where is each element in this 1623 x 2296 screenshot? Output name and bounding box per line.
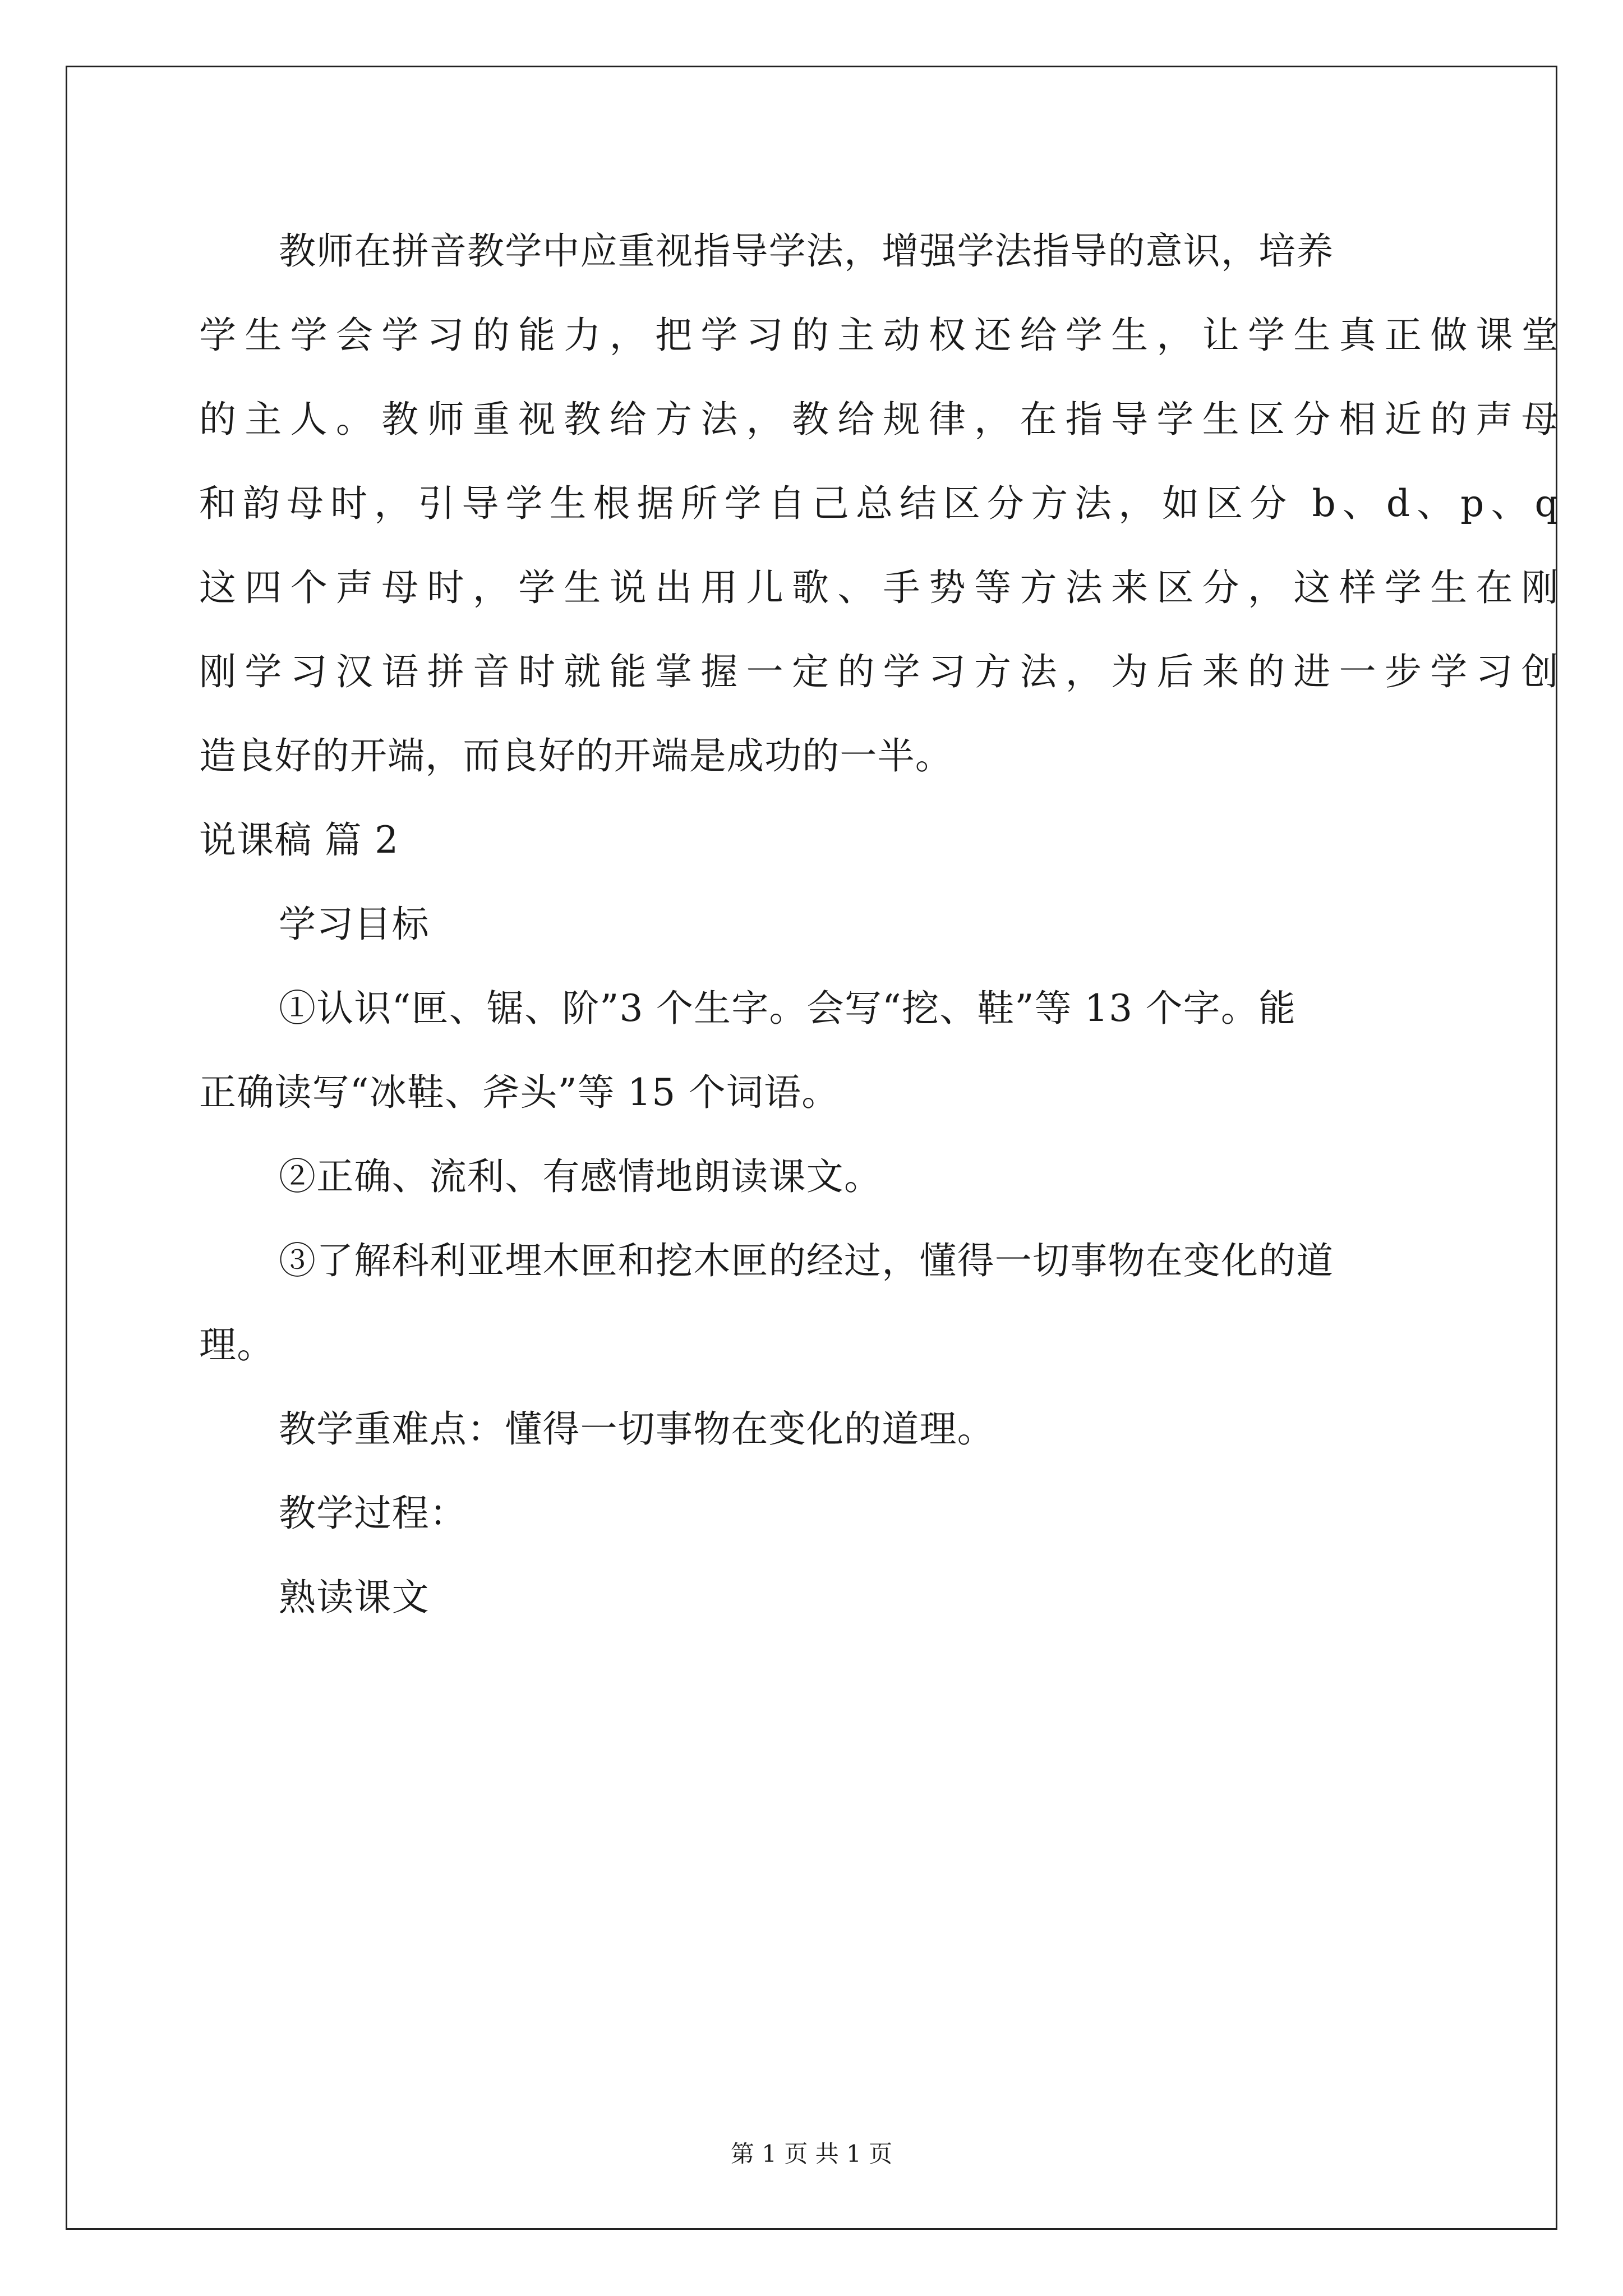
paragraph-line: 和韵母时，引导学生根据所学自己总结区分方法，如区分 b、d、p、q bbox=[199, 482, 1559, 525]
paragraph-line: 学生学会学习的能力，把学习的主动权还给学生，让学生真正做课堂 bbox=[199, 314, 1559, 357]
goal-1-line: 正确读写“冰鞋、斧头”等 15 个词语。 bbox=[199, 1071, 840, 1114]
section-heading: 说课稿 篇 2 bbox=[199, 818, 399, 862]
paragraph-line: 的主人。教师重视教给方法，教给规律，在指导学生区分相近的声母 bbox=[199, 398, 1559, 441]
paragraph-line: 造良好的开端，而良好的开端是成功的一半。 bbox=[199, 734, 953, 777]
paragraph-line: 刚学习汉语拼音时就能掌握一定的学习方法，为后来的进一步学习创 bbox=[199, 650, 1559, 693]
process-title: 教学过程： bbox=[279, 1492, 467, 1535]
paragraph-line: 教师在拼音教学中应重视指导学法，增强学法指导的意识，培养 bbox=[279, 229, 1334, 273]
key-point: 教学重难点：懂得一切事物在变化的道理。 bbox=[279, 1407, 995, 1451]
step-1: 熟读课文 bbox=[279, 1576, 430, 1619]
paragraph-line: 这四个声母时，学生说出用儿歌、手势等方法来区分，这样学生在刚 bbox=[199, 566, 1559, 609]
goal-3-line: ③了解科利亚埋木匣和挖木匣的经过，懂得一切事物在变化的道 bbox=[279, 1239, 1334, 1282]
goal-1-line: ①认识“匣、锯、阶”3 个生字。会写“挖、鞋”等 13 个字。能 bbox=[279, 987, 1297, 1030]
learning-goals-title: 学习目标 bbox=[279, 903, 430, 946]
goal-2: ②正确、流利、有感情地朗读课文。 bbox=[279, 1155, 882, 1198]
goal-3-line: 理。 bbox=[199, 1323, 275, 1366]
page-frame bbox=[66, 66, 1557, 2230]
page-footer: 第 1 页 共 1 页 bbox=[730, 2140, 893, 2168]
